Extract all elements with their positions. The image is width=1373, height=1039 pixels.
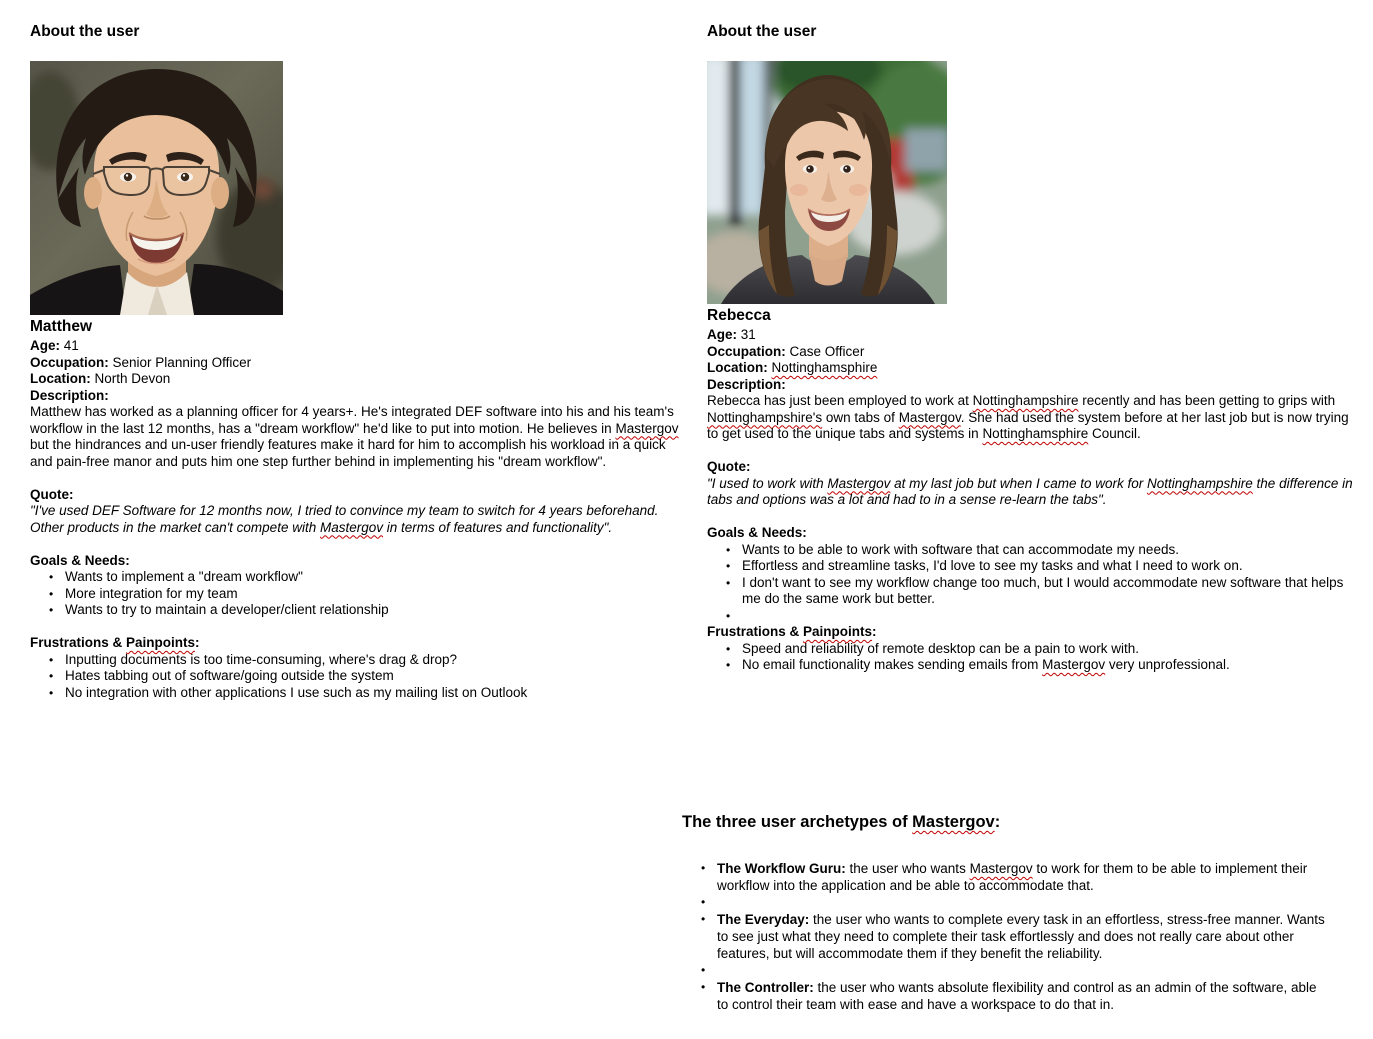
age-line: Age: 31	[707, 327, 756, 342]
goals-list	[30, 569, 685, 619]
goal-item: • Effortless and streamline tasks, I'd love to see my tasks and what I need to work on.	[707, 558, 1357, 575]
occupation-line: Occupation: Case Officer	[707, 343, 865, 359]
archetypes-list	[682, 860, 1330, 1013]
spacer	[30, 536, 685, 553]
spacer	[30, 619, 685, 636]
matthew-portrait-illustration	[30, 61, 283, 315]
persona-section-rebecca	[707, 22, 1357, 674]
frustration-item: • Speed and reliability of remote desktop can be a pain to work with.	[707, 641, 1357, 658]
description-text: Rebecca has just been employed to work at Nottinghampshire recently and has been getting to grips with Nottinghampshire's own tabs of Mastergov. She had used the system before at her last job but is now trying to get used to the unique tabs and systems in Nottinghamsphire Council.	[707, 393, 1349, 441]
occupation-line: Occupation: Senior Planning Officer	[30, 354, 252, 370]
goals-heading: Goals & Needs:	[30, 552, 130, 568]
archetype-item-controller: • The Controller: the user who wants absolute flexibility and control as an admin of the software, able to control their team with ease and have a workspace to do that in.	[682, 979, 1330, 1013]
age-line: Age: 41	[30, 338, 79, 353]
rebecca-photo	[707, 61, 1357, 304]
goal-item: • I don't want to see my workflow change too much, but I would accommodate new software that helps me do the same work but better.	[707, 575, 1357, 608]
rebecca-portrait-illustration	[707, 61, 947, 304]
archetype-item-empty	[682, 894, 1330, 911]
about-the-user-heading: About the user	[707, 23, 817, 40]
about-the-user-heading: About the user	[30, 23, 140, 40]
frustrations-list	[707, 641, 1357, 674]
goal-item: • More integration for my team	[30, 586, 685, 603]
persona-section-matthew	[30, 22, 685, 701]
frustrations-heading: Frustrations & Painpoints:	[30, 635, 200, 650]
persona-name: Rebecca	[707, 307, 771, 324]
frustrations-list	[30, 652, 685, 702]
frustration-item: • Hates tabbing out of software/going outside the system	[30, 668, 685, 685]
location-line: Location: North Devon	[30, 371, 171, 386]
frustration-item: • Inputting documents is too time-consuming, where's drag & drop?	[30, 652, 685, 669]
description-label: Description:	[30, 387, 109, 403]
frustration-item: • No integration with other applications I use such as my mailing list on Outlook	[30, 685, 685, 702]
location-line: Location: Nottinghamsphire	[707, 360, 878, 375]
archetype-item-empty	[682, 962, 1330, 979]
archetype-item-workflow-guru: • The Workflow Guru: the user who wants Mastergov to work for them to be able to implement their workflow into the application and be able to accommodate that.	[682, 860, 1330, 894]
archetype-item-everyday: • The Everyday: the user who wants to complete every task in an effortless, stress-free manner. Wants to see just what they need to complete their task effortlessly and does not really care about other features, but will accommodate them if they benefit the reliability.	[682, 911, 1330, 962]
spacer	[707, 443, 1357, 460]
goal-item: • Wants to implement a "dream workflow"	[30, 569, 685, 586]
quote-label: Quote:	[707, 459, 751, 474]
quote-text: "I used to work with Mastergov at my last job but when I came to work for Nottinghampshire the difference in tabs and options was a lot and had to in a sense re-learn the tabs".	[707, 475, 1353, 507]
quote-text: "I've used DEF Software for 12 months now, I tried to convince my team to switch for 4 years beforehand. Other products in the market can't compete with Mastergov in terms of features and functionality".	[30, 503, 659, 535]
matthew-photo	[30, 61, 685, 315]
goal-item: • Wants to try to maintain a developer/client relationship	[30, 602, 685, 619]
spacer	[30, 470, 685, 487]
frustration-item: • No email functionality makes sending emails from Mastergov very unprofessional.	[707, 657, 1357, 674]
archetypes-section	[682, 812, 1330, 1013]
archetypes-heading: The three user archetypes of Mastergov:	[682, 813, 1001, 831]
spacer	[707, 509, 1357, 526]
goal-item-empty	[707, 608, 1357, 625]
goals-list	[707, 542, 1357, 625]
frustrations-heading: Frustrations & Painpoints:	[707, 624, 877, 639]
goals-heading: Goals & Needs:	[707, 525, 807, 540]
quote-label: Quote:	[30, 486, 74, 502]
description-label: Description:	[707, 376, 786, 392]
description-text: Matthew has worked as a planning officer for 4 years+. He's integrated DEF software into his and his team's workflow in the last 12 months, has a "dream workflow" he'd like to put into motion. He believes in Mastergov but the hindrances and un-user friendly features make it hard for him to accomplish his workload in a quick and pain-free manor and puts him one step further behind in implementing his "dream workflow".	[30, 404, 679, 469]
persona-name: Matthew	[30, 318, 92, 335]
goal-item: • Wants to be able to work with software that can accommodate my needs.	[707, 542, 1357, 559]
